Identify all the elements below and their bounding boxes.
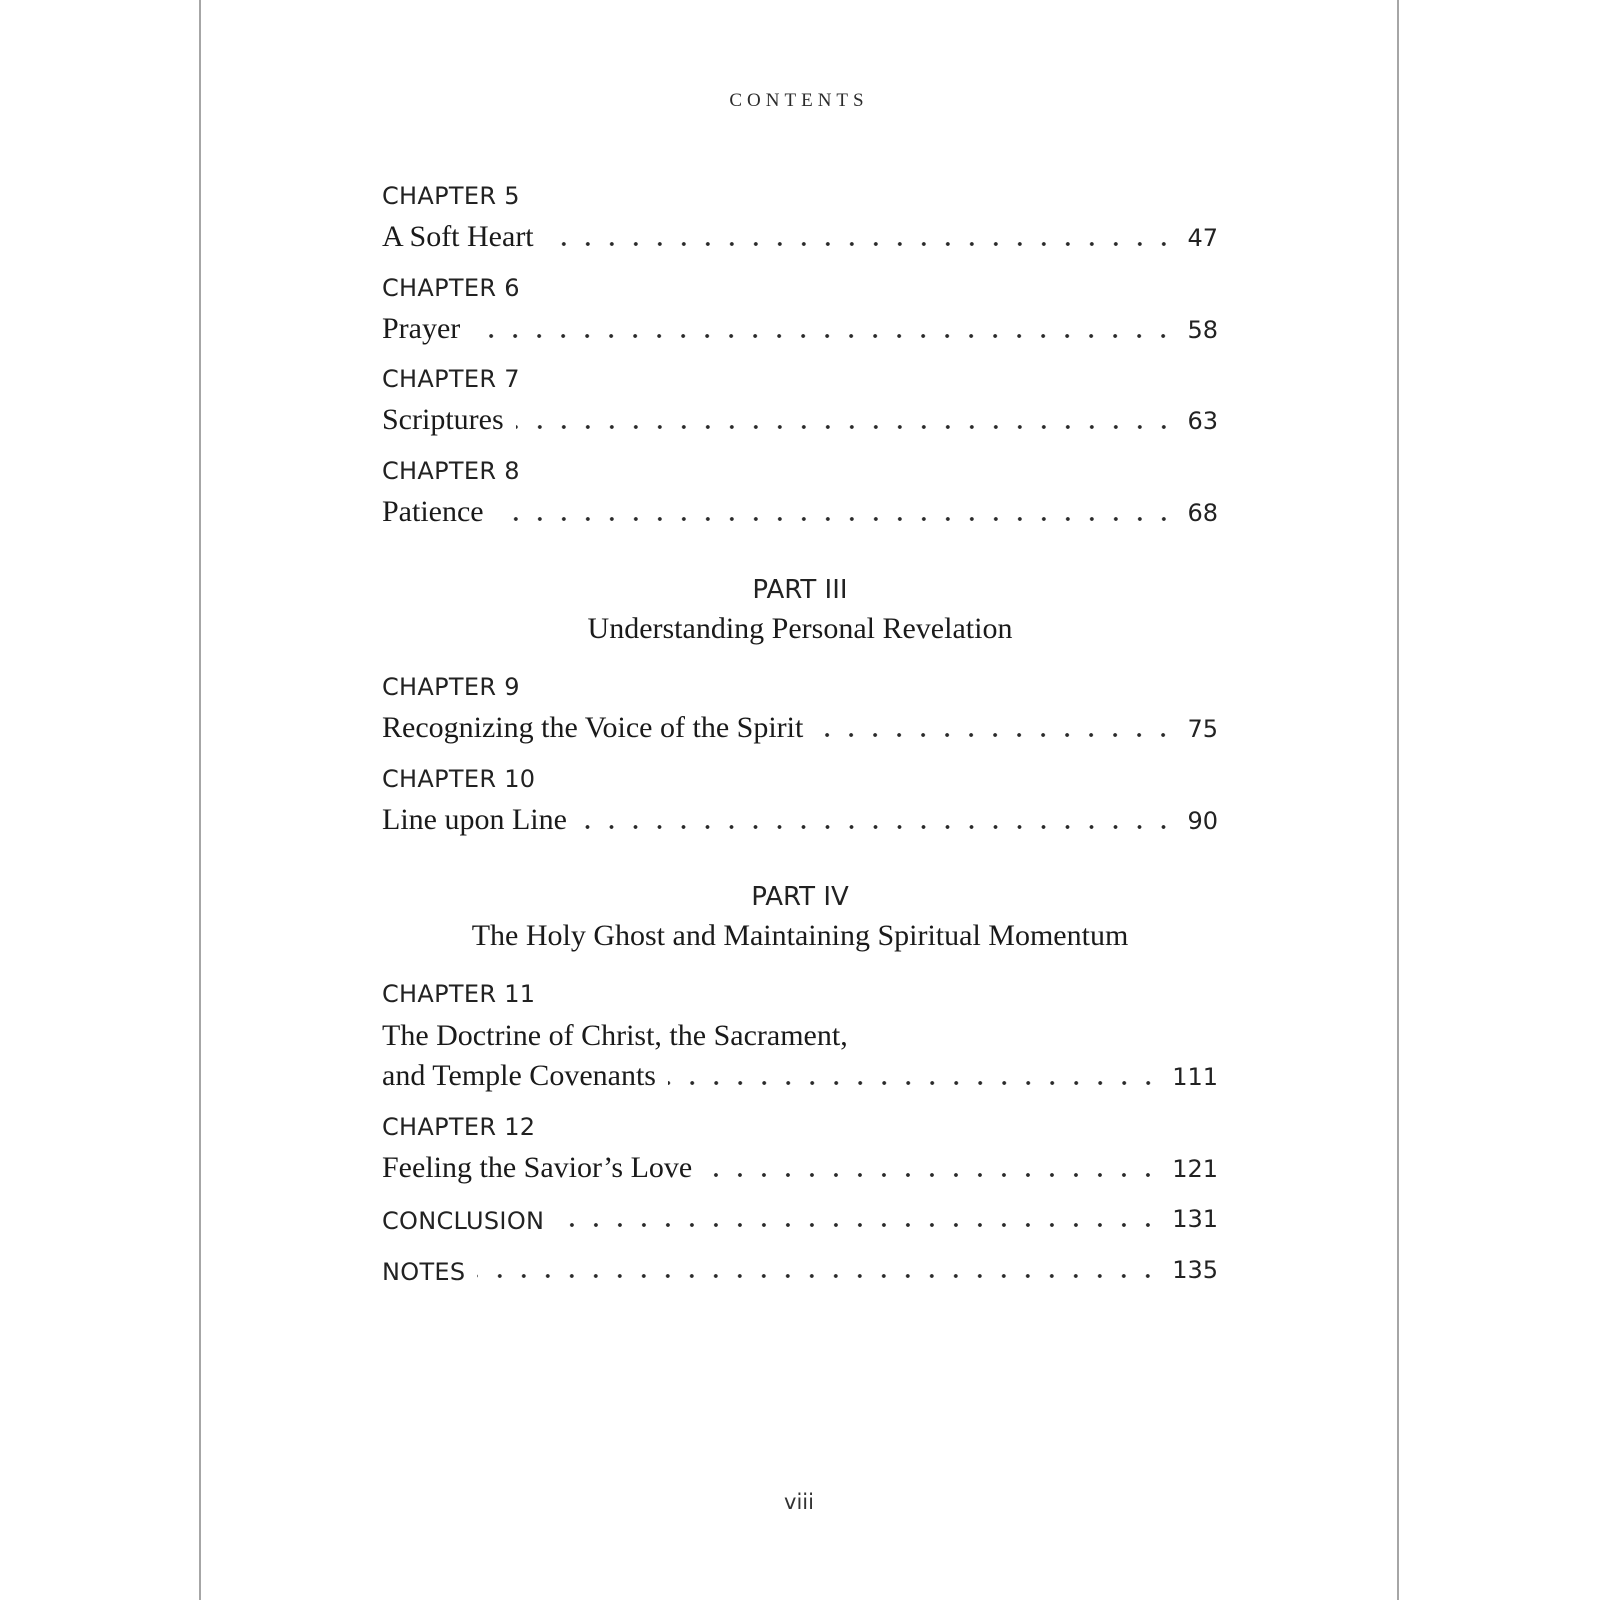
page-number: 63 <box>1187 407 1218 435</box>
chapter-label: CHAPTER 5 <box>382 182 520 210</box>
chapter-label: CHAPTER 7 <box>382 365 520 393</box>
page-number: 111 <box>1172 1063 1218 1091</box>
conclusion-title: CONCLUSION <box>382 1207 545 1235</box>
page-folio: viii <box>784 1490 814 1514</box>
notes-title: NOTES <box>382 1258 466 1286</box>
chapter-title: Scriptures <box>382 403 504 436</box>
page-number: 58 <box>1187 316 1218 344</box>
chapter-title: Patience <box>382 495 484 528</box>
book-page <box>199 0 1399 1600</box>
page-number: 135 <box>1172 1256 1218 1284</box>
chapter-label: CHAPTER 12 <box>382 1113 536 1141</box>
chapter-title: Feeling the Savior’s Love <box>382 1151 693 1184</box>
toc-entry[interactable] <box>382 310 1218 344</box>
dot-leader <box>579 823 1176 831</box>
chapter-label: CHAPTER 8 <box>382 457 520 485</box>
dot-leader <box>704 1171 1160 1179</box>
chapter-title: and Temple Covenants <box>382 1059 656 1092</box>
chapter-label: CHAPTER 11 <box>382 980 536 1008</box>
chapter-title: A Soft Heart <box>382 220 534 253</box>
toc-entry[interactable] <box>382 1057 1218 1091</box>
chapter-title: Line upon Line <box>382 803 567 836</box>
page-number: 121 <box>1172 1155 1218 1183</box>
toc-entry[interactable] <box>382 401 1218 435</box>
page-number: 75 <box>1187 715 1218 743</box>
dot-leader <box>477 1272 1160 1280</box>
running-head: CONTENTS <box>729 90 869 111</box>
page-number: 47 <box>1187 224 1218 252</box>
part-title: Understanding Personal Revelation <box>587 612 1013 645</box>
chapter-label: CHAPTER 6 <box>382 274 520 302</box>
toc-entry[interactable] <box>382 218 1218 252</box>
chapter-title-line1[interactable]: The Doctrine of Christ, the Sacrament, <box>382 1019 848 1052</box>
dot-leader <box>815 731 1175 739</box>
dot-leader <box>472 332 1175 340</box>
part-label: PART III <box>752 575 848 605</box>
chapter-label: CHAPTER 9 <box>382 673 520 701</box>
chapter-title: Prayer <box>382 312 461 345</box>
dot-leader <box>546 240 1176 248</box>
dot-leader <box>496 515 1176 523</box>
toc-entry[interactable] <box>382 1149 1218 1183</box>
toc-entry[interactable] <box>382 709 1218 743</box>
toc-entry[interactable] <box>382 801 1218 835</box>
dot-leader <box>556 1221 1160 1229</box>
page-number: 90 <box>1187 807 1218 835</box>
part-label: PART IV <box>751 882 849 912</box>
page-number: 68 <box>1187 499 1218 527</box>
toc-entry[interactable] <box>382 493 1218 527</box>
dot-leader <box>516 423 1176 431</box>
toc-entry-notes[interactable] <box>382 1250 1218 1284</box>
toc-entry-conclusion[interactable] <box>382 1199 1218 1233</box>
chapter-title: Recognizing the Voice of the Spirit <box>382 711 804 744</box>
page-number: 131 <box>1172 1205 1218 1233</box>
part-title: The Holy Ghost and Maintaining Spiritual Momentum <box>471 919 1129 952</box>
chapter-label: CHAPTER 10 <box>382 765 536 793</box>
dot-leader <box>668 1079 1160 1087</box>
